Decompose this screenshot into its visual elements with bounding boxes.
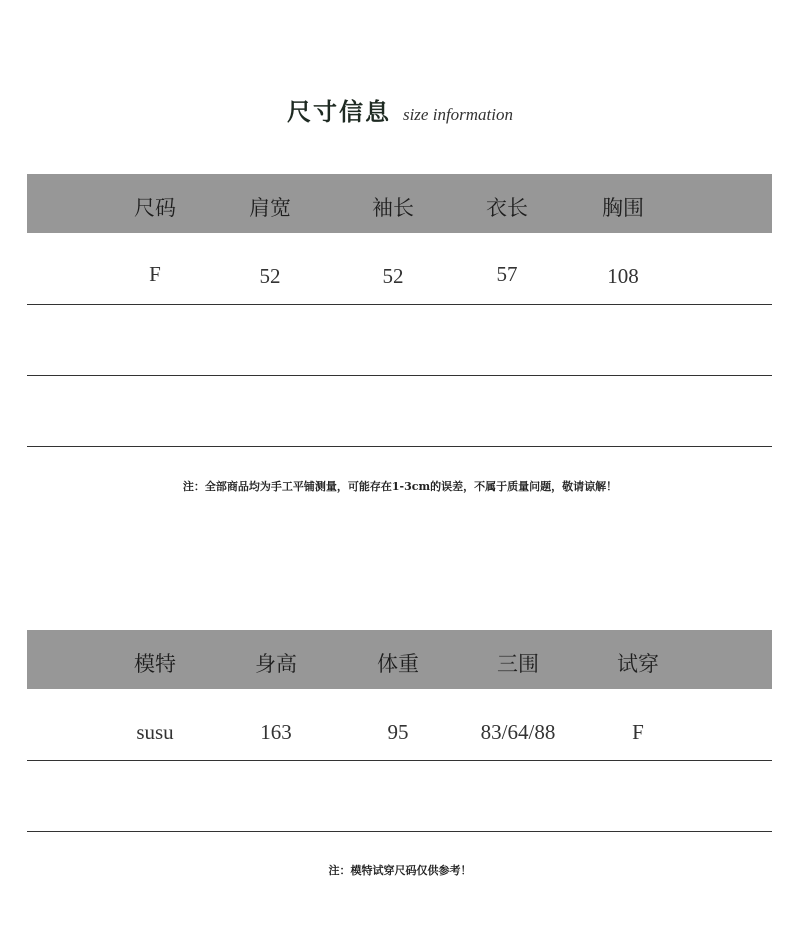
size-header-cell: 胸围: [602, 196, 644, 220]
model-cell: 83/64/88: [480, 720, 556, 744]
title-english: size information: [402, 105, 514, 124]
measurement-note: 注：全部商品均为手工平铺测量，可能存在1-3cm的误差，不属于质量问题，敬请谅解！: [182, 480, 618, 493]
row-divider: [27, 304, 772, 305]
model-cell: susu: [136, 720, 174, 744]
row-divider: [27, 446, 772, 447]
size-table-row: [27, 262, 772, 302]
model-header-cell: 三围: [497, 652, 539, 676]
model-table-header: [27, 630, 772, 689]
size-header-cell: 尺码: [134, 196, 176, 220]
size-table-header: [27, 174, 772, 233]
page-title: [0, 92, 800, 127]
size-cell: 57: [496, 262, 518, 286]
size-cell: 52: [382, 264, 404, 288]
size-header-cell: 衣长: [486, 196, 528, 220]
model-cell: 95: [387, 720, 409, 744]
model-header-cell: 模特: [134, 652, 176, 676]
row-divider: [27, 831, 772, 832]
model-cell: F: [632, 720, 644, 744]
model-note: 注：模特试穿尺码仅供参考！: [328, 864, 472, 877]
model-table-row: [27, 718, 772, 758]
row-divider: [27, 375, 772, 376]
size-cell: 108: [607, 264, 639, 288]
row-divider: [27, 760, 772, 761]
title-chinese: 尺寸信息: [286, 97, 391, 126]
model-header-cell: 身高: [255, 652, 297, 676]
size-header-cell: 袖长: [372, 196, 414, 220]
size-header-cell: 肩宽: [249, 196, 291, 220]
size-cell: 52: [259, 264, 281, 288]
model-header-cell: 试穿: [617, 652, 659, 676]
model-header-cell: 体重: [377, 652, 419, 676]
model-cell: 163: [260, 720, 292, 744]
size-cell: F: [149, 262, 161, 286]
